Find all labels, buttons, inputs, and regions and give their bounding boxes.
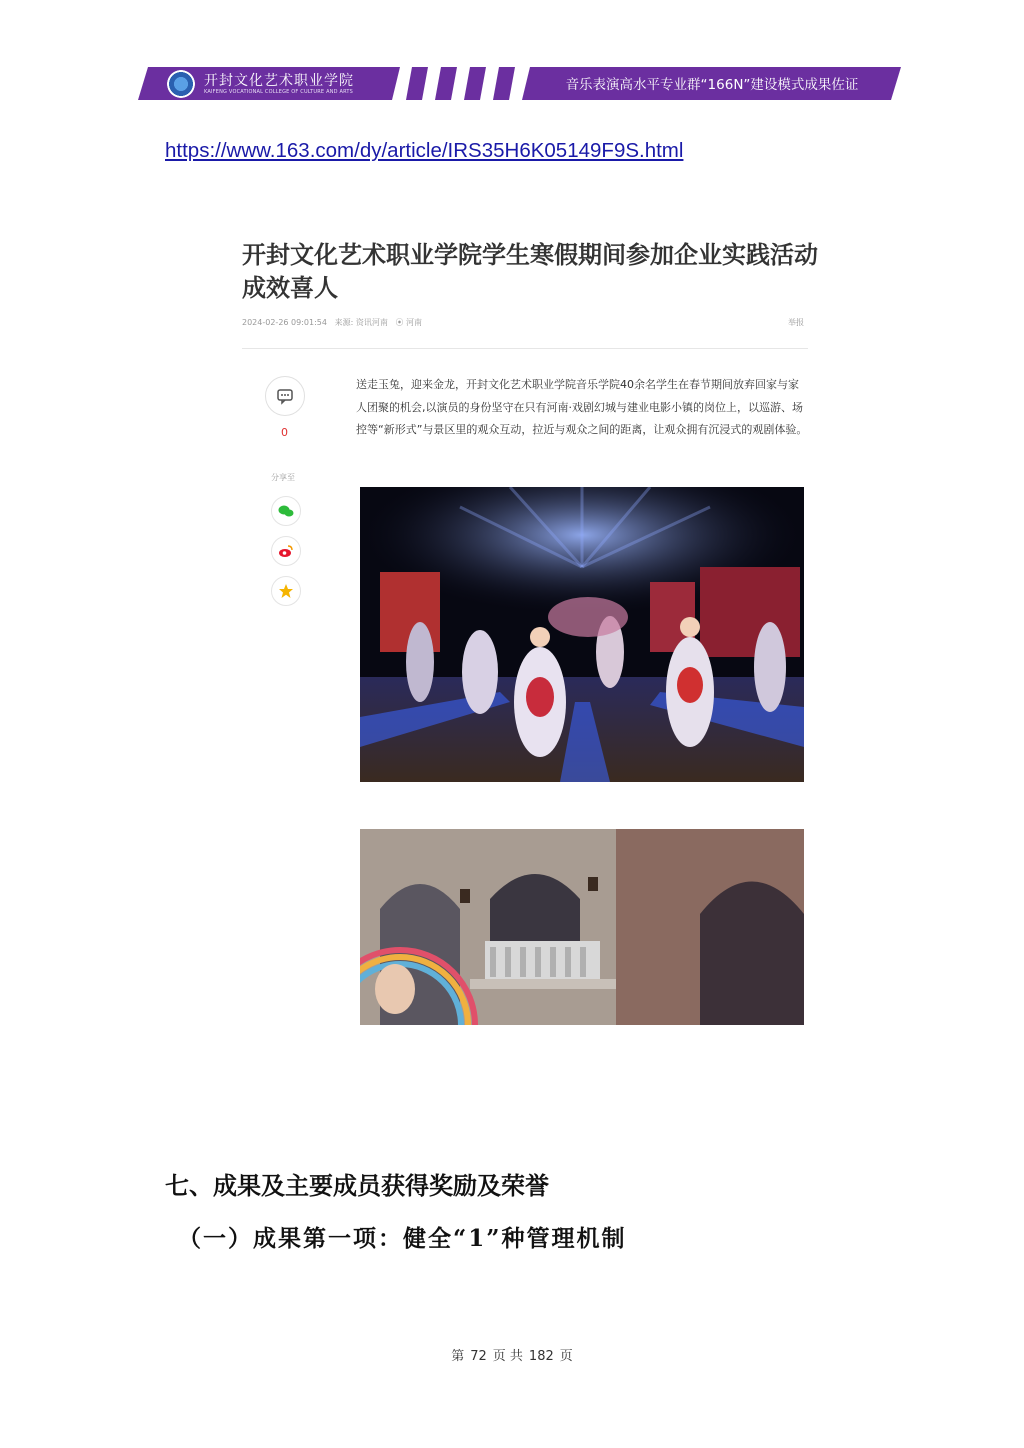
wechat-icon <box>278 504 294 518</box>
divider <box>242 348 808 349</box>
article-photo-performance <box>360 487 804 782</box>
article-location: 河南 <box>406 318 423 327</box>
source-url-link[interactable]: https://www.163.com/dy/article/IRS35H6K05149F9S.html <box>165 139 684 162</box>
footer-suffix: 页 <box>559 1349 573 1364</box>
page-total: 182 <box>528 1349 554 1364</box>
star-icon <box>278 583 294 599</box>
weibo-icon <box>278 544 294 558</box>
section-subheading: （一）成果第一项：健全“1”种管理机制 <box>178 1225 627 1252</box>
school-name-cn: 开封文化艺术职业学院 <box>204 73 354 89</box>
footer-mid: 页 共 <box>492 1349 523 1364</box>
school-name-en: KAIFENG VOCATIONAL COLLEGE OF CULTURE AND ARTS <box>204 89 354 95</box>
article-photo-building <box>360 829 804 1025</box>
comment-icon <box>276 387 294 405</box>
article-body: 送走玉兔，迎来金龙，开封文化艺术职业学院音乐学院40余名学生在春节期间放弃回家与家人团聚的机会,以演员的身份坚守在只有河南·戏剧幻城与建业电影小镇的岗位上，以巡游、场控等“新形式”与景区里的观众互动，拉近与观众之间的距离，让观众拥有沉浸式的观剧体验。 <box>356 378 808 436</box>
share-label: 分享至 <box>271 473 295 482</box>
comment-button[interactable] <box>265 376 305 416</box>
page-footer <box>0 1345 1024 1364</box>
header-stripe <box>464 67 486 100</box>
section-heading: 七、成果及主要成员获得奖励及荣誉 <box>165 1172 549 1200</box>
header-title: 音乐表演高水平专业群“166N”建设模式成果佐证 <box>565 77 859 93</box>
share-weibo-button[interactable] <box>271 536 301 566</box>
article-date: 2024-02-26 09:01:54 <box>242 318 327 327</box>
comment-count: 0 <box>281 426 288 439</box>
favorite-button[interactable] <box>271 576 301 606</box>
header-stripe <box>406 67 428 100</box>
article-title: 开封文化艺术职业学院学生寒假期间参加企业实践活动成效喜人 <box>242 241 818 302</box>
report-link[interactable]: 举报 <box>788 318 804 327</box>
page-number: 72 <box>470 1349 487 1364</box>
footer-prefix: 第 <box>451 1349 465 1364</box>
header-stripe <box>435 67 457 100</box>
school-logo-icon <box>167 70 195 98</box>
article-source: 来源: 资讯河南 <box>334 318 388 327</box>
location-icon: ⦿ <box>395 318 404 327</box>
share-wechat-button[interactable] <box>271 496 301 526</box>
article-meta <box>242 317 422 328</box>
header-stripe <box>493 67 515 100</box>
